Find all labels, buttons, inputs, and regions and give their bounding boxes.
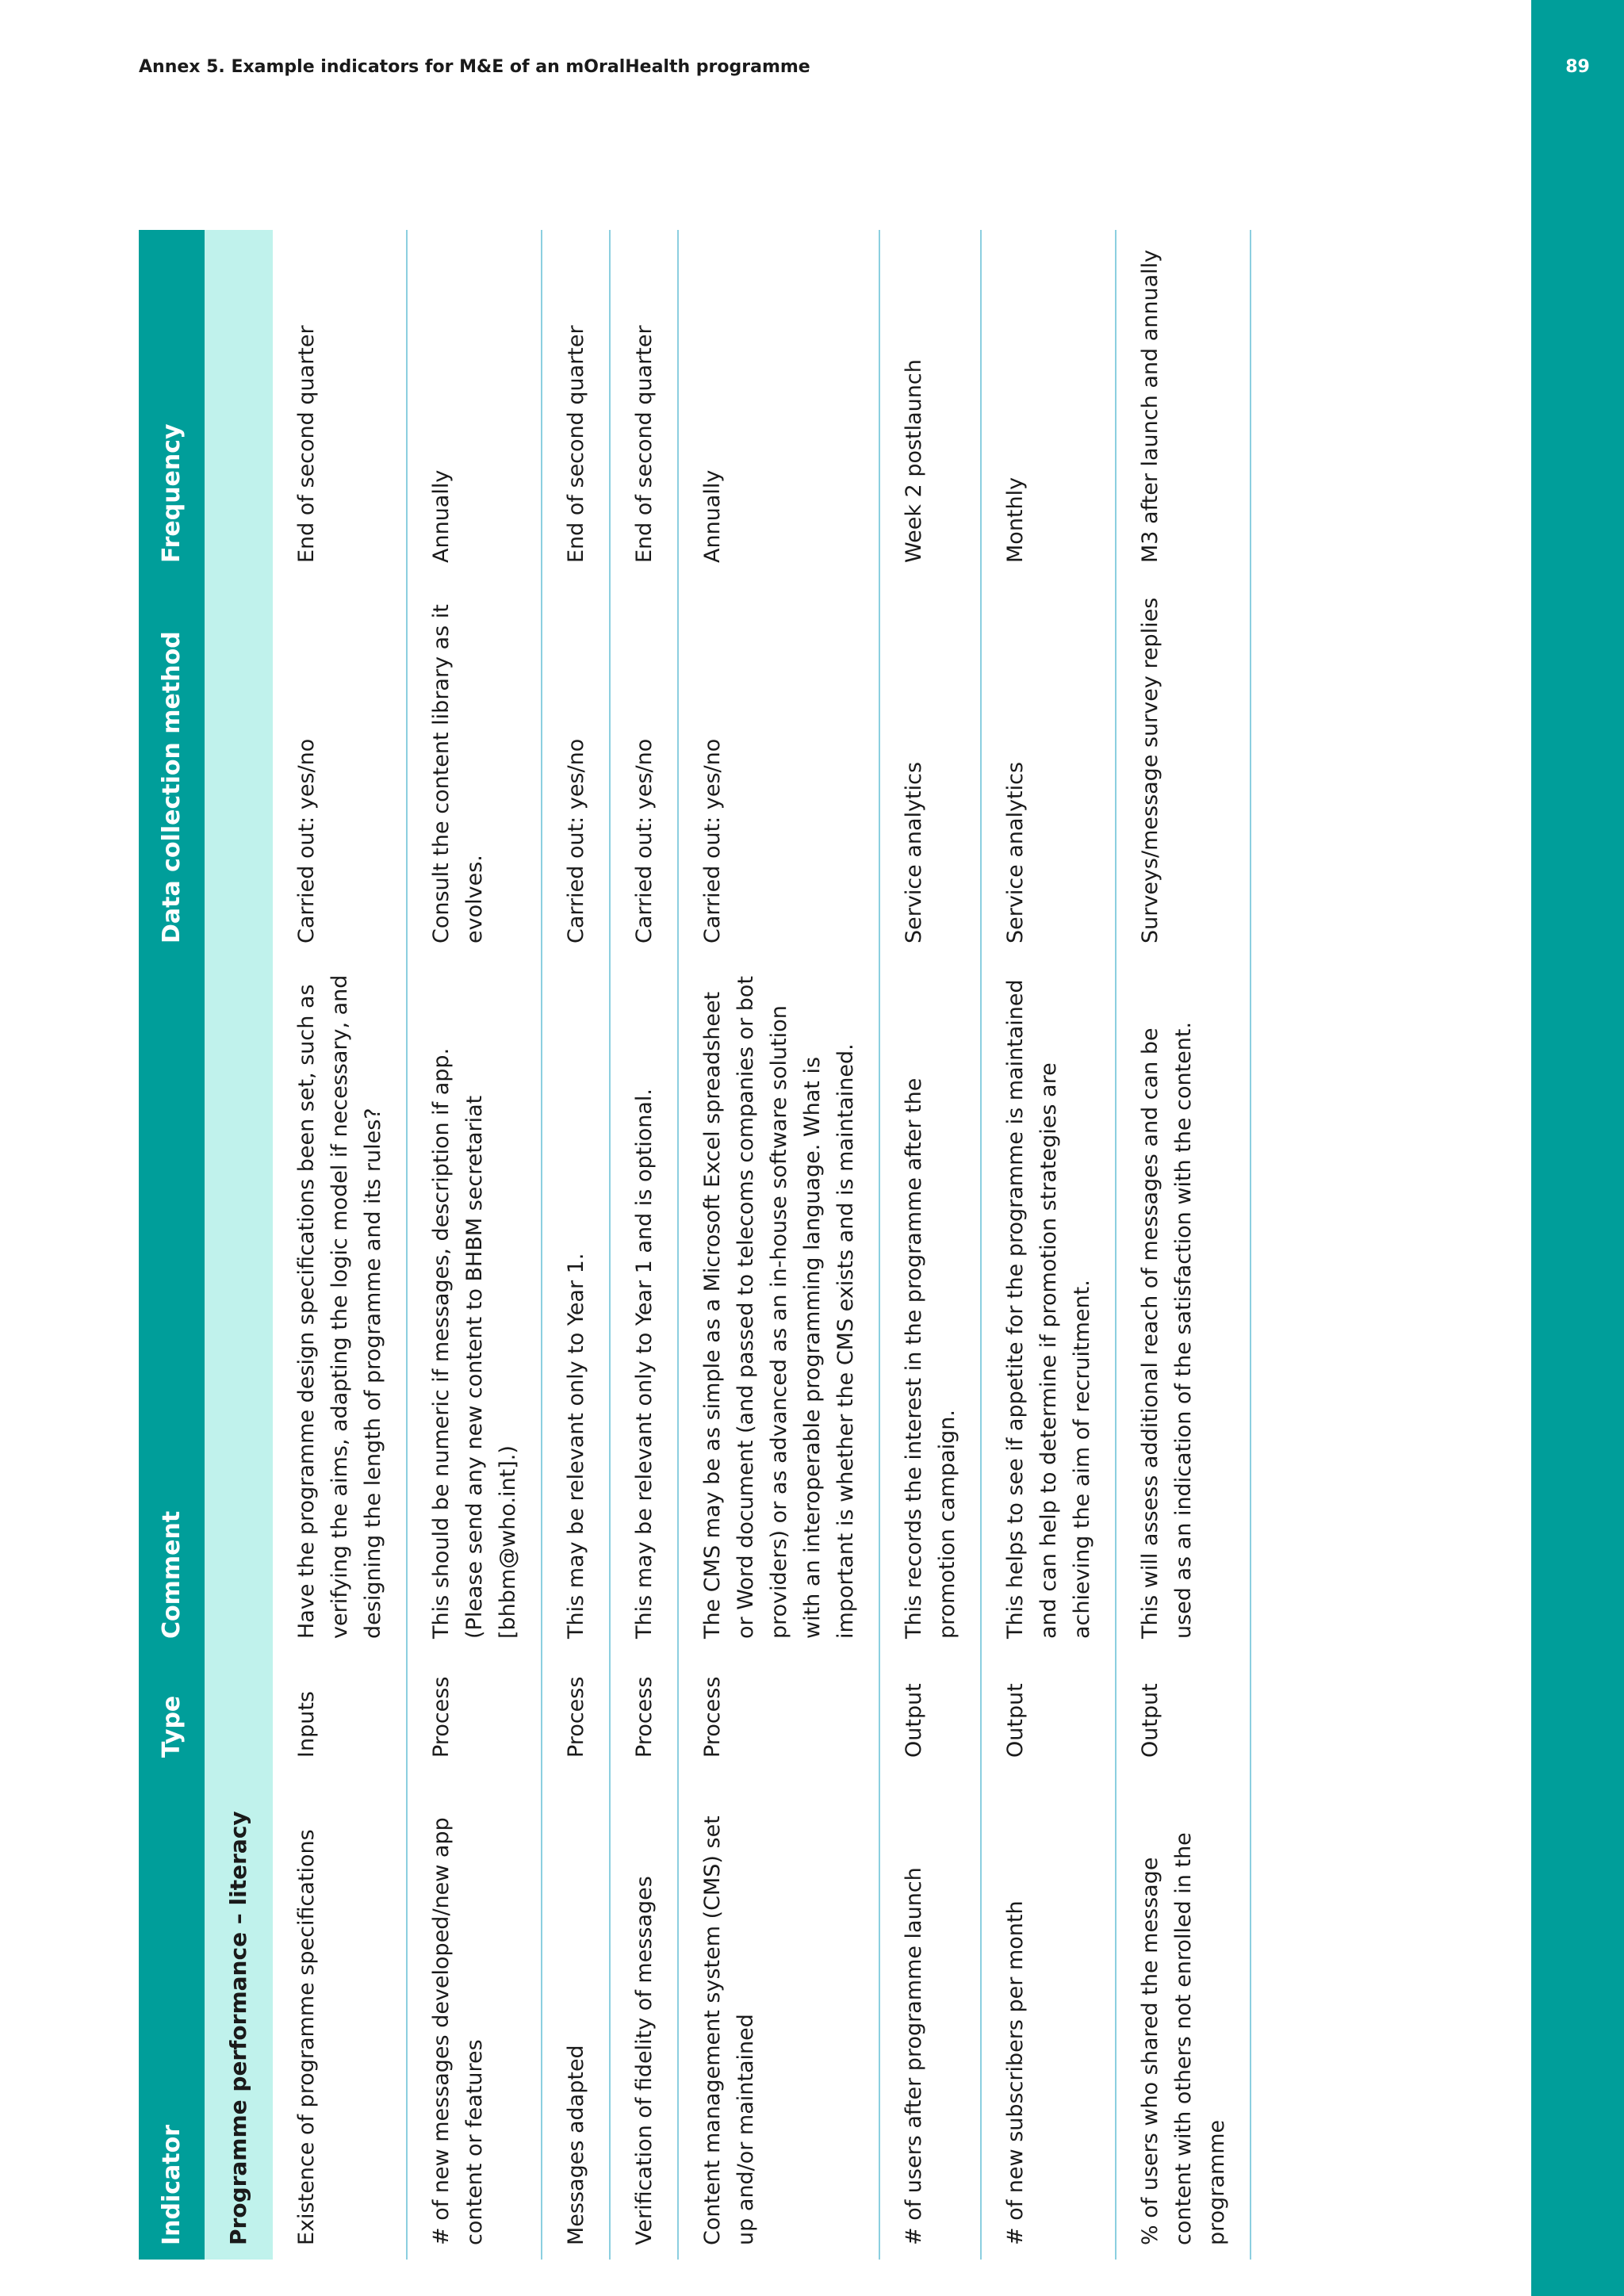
- cell-comment: This should be numeric if messages, description if app. (Please send any new content to BHBM secretariat [bhbm@who.int].): [407, 958, 542, 1653]
- cell-frequency: End of second quarter: [542, 230, 610, 577]
- cell-frequency: End of second quarter: [610, 230, 678, 577]
- cell-type: Process: [678, 1653, 879, 1772]
- column-header-type: Type: [139, 1653, 205, 1772]
- cell-type: Output: [879, 1653, 981, 1772]
- cell-indicator: Content management system (CMS) set up and/or maintained: [678, 1772, 879, 2260]
- cell-indicator: Messages adapted: [542, 1772, 610, 2260]
- cell-type: Output: [1116, 1653, 1251, 1772]
- cell-comment: This may be relevant only to Year 1.: [542, 958, 610, 1653]
- cell-type: Process: [610, 1653, 678, 1772]
- cell-comment: This will assess additional reach of messages and can be used as an indication of the satisfaction with the content.: [1116, 958, 1251, 1653]
- cell-method: Carried out: yes/no: [678, 577, 879, 958]
- table-row: [678, 230, 879, 2260]
- running-head: Annex 5. Example indicators for M&E of an mOralHealth programme: [139, 57, 810, 77]
- cell-indicator: # of users after programme launch: [879, 1772, 981, 2260]
- indicator-table: [139, 230, 1251, 2260]
- cell-indicator: Verification of fidelity of messages: [610, 1772, 678, 2260]
- table-row: [879, 230, 981, 2260]
- cell-comment: This helps to see if appetite for the programme is maintained and can help to determine if promotion strategies are achieving the aim of recruitment.: [981, 958, 1116, 1653]
- cell-type: Inputs: [273, 1653, 407, 1772]
- cell-method: Carried out: yes/no: [542, 577, 610, 958]
- cell-comment: Have the programme design specifications been set, such as verifying the aims, adapting the logic model if necessary, and designing the length of programme and its rules?: [273, 958, 407, 1653]
- cell-frequency: Annually: [407, 230, 542, 577]
- column-header-frequency: Frequency: [139, 230, 205, 577]
- table-row: [610, 230, 678, 2260]
- cell-frequency: Week 2 postlaunch: [879, 230, 981, 577]
- cell-frequency: Annually: [678, 230, 879, 577]
- table-row: [542, 230, 610, 2260]
- cell-type: Output: [981, 1653, 1116, 1772]
- cell-comment: The CMS may be as simple as a Microsoft Excel spreadsheet or Word document (and passed to telecoms companies or bot providers) or as advanced as an in-house software solution with an interoperable programming language. What is important is whether the CMS exists and is maintained.: [678, 958, 879, 1653]
- cell-comment: This records the interest in the programme after the promotion campaign.: [879, 958, 981, 1653]
- section-row: [205, 230, 273, 2260]
- cell-method: Service analytics: [879, 577, 981, 958]
- cell-indicator: % of users who shared the message content with others not enrolled in the programme: [1116, 1772, 1251, 2260]
- cell-frequency: M3 after launch and annually: [1116, 230, 1251, 577]
- table-row: [273, 230, 407, 2260]
- table-row: [1116, 230, 1251, 2260]
- cell-type: Process: [542, 1653, 610, 1772]
- page-number: 89: [1565, 57, 1590, 77]
- cell-method: Consult the content library as it evolves.: [407, 577, 542, 958]
- section-title: Programme performance – literacy: [205, 230, 273, 2260]
- table-header-row: [139, 230, 205, 2260]
- column-header-indicator: Indicator: [139, 1772, 205, 2260]
- cell-type: Process: [407, 1653, 542, 1772]
- cell-method: Surveys/message survey replies: [1116, 577, 1251, 958]
- cell-indicator: # of new messages developed/new app content or features: [407, 1772, 542, 2260]
- cell-indicator: Existence of programme specifications: [273, 1772, 407, 2260]
- column-header-comment: Comment: [139, 958, 205, 1653]
- cell-frequency: End of second quarter: [273, 230, 407, 577]
- cell-method: Carried out: yes/no: [273, 577, 407, 958]
- cell-method: Service analytics: [981, 577, 1116, 958]
- table-row: [981, 230, 1116, 2260]
- cell-indicator: # of new subscribers per month: [981, 1772, 1116, 2260]
- indicator-table-frame: [139, 230, 1257, 2260]
- table-row: [407, 230, 542, 2260]
- cell-frequency: Monthly: [981, 230, 1116, 577]
- cell-comment: This may be relevant only to Year 1 and is optional.: [610, 958, 678, 1653]
- side-bar: [1531, 0, 1624, 2296]
- cell-method: Carried out: yes/no: [610, 577, 678, 958]
- column-header-method: Data collection method: [139, 577, 205, 958]
